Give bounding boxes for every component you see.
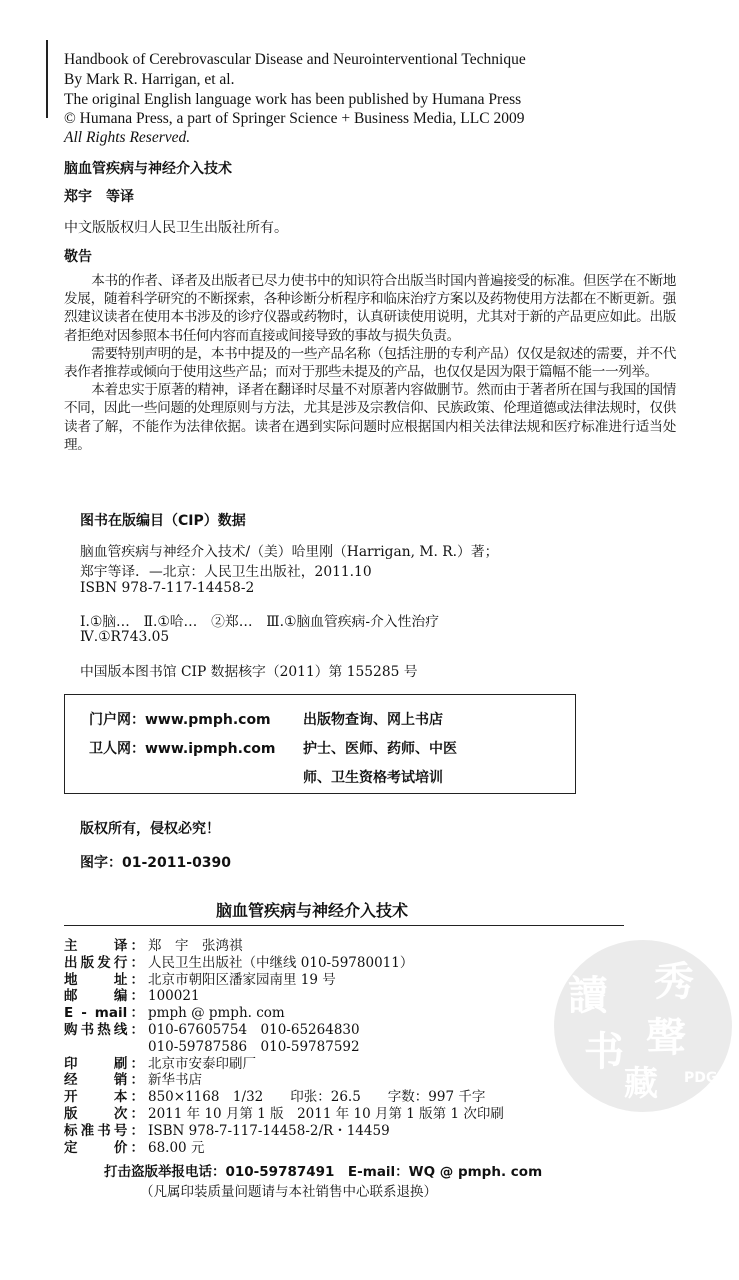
colophon-value: 850×1168 1/32 印张：26.5 字数：997 千字 — [148, 1089, 486, 1106]
seal-glyph-4: 聲 — [646, 1014, 686, 1061]
colophon-value: 2011 年 10 月第 1 版 2011 年 10 月第 1 版第 1 次印刷 — [148, 1105, 504, 1122]
copyright-notice: 版权所有，侵权必究！ — [80, 821, 220, 837]
colophon-value: 人民卫生出版社（中继线 010-59780011） — [148, 954, 414, 971]
warning-paragraph-3: 本着忠实于原著的精神，译者在翻译时尽量不对原著内容做删节。然而由于著者所在国与我国的国情不同，因此一些问题的处理原则与方法，尤其是涉及宗教信仰、民族政策、伦理道德或法律法规时，仅供读者了解，不能作为法律依据。读者在遇到实际问题时应根据国内相关法律法规和医疗标准进行适当处理。 — [64, 382, 676, 453]
colophon-row — [64, 1005, 504, 1022]
rights-reserved: All Rights Reserved. — [64, 129, 191, 146]
colophon-value: 010-59787586 010-59787592 — [148, 1038, 360, 1055]
colophon-row — [64, 988, 504, 1005]
colophon-row — [64, 1039, 504, 1056]
seal-glyph-2: 秀 — [654, 958, 694, 1005]
translators: 郑宇 等译 — [64, 189, 134, 205]
book-title-colophon: 脑血管疾病与神经介入技术 — [216, 901, 409, 920]
colophon-label: 标准书号： — [64, 1122, 144, 1139]
colophon-label: 开 本： — [64, 1089, 144, 1106]
cip-line-2: 郑宇等译．—北京：人民卫生出版社，2011.10 — [80, 564, 372, 580]
library-seal-watermark — [554, 940, 732, 1112]
colophon-value: 68.00 元 — [148, 1139, 205, 1156]
ipmph-site-desc: 护士、医师、药师、中医 — [303, 741, 457, 757]
colophon-label: 邮 编： — [64, 988, 144, 1005]
ipmph-site-label: 卫人网：www.ipmph.com — [89, 741, 276, 757]
colophon-label: 出版发行： — [64, 954, 144, 971]
seal-glyph-5: 藏 — [624, 1064, 658, 1104]
colophon-row — [64, 1022, 504, 1039]
anti-piracy-hotline: 打击盗版举报电话：010-59787491 E-mail：WQ @ pmph. com — [104, 1164, 543, 1180]
colophon-label: 印 刷： — [64, 1055, 144, 1072]
colophon-value: 010-67605754 010-65264830 — [148, 1021, 360, 1038]
colophon-label: 版 次： — [64, 1105, 144, 1122]
seal-glyph-1: 讀 — [568, 972, 608, 1019]
original-copyright: © Humana Press, a part of Springer Science + Business Media, LLC 2009 — [64, 110, 525, 127]
returns-notice: （凡属印装质量问题请与本社销售中心联系退换） — [140, 1184, 437, 1200]
seal-pdg-tag: PDG — [684, 1070, 718, 1086]
colophon-value: 北京市安泰印刷厂 — [148, 1055, 256, 1072]
colophon-value: 新华书店 — [148, 1072, 202, 1089]
chinese-title: 脑血管疾病与神经介入技术 — [64, 161, 232, 177]
colophon-top-rule — [64, 925, 624, 926]
original-title: Handbook of Cerebrovascular Disease and Neurointerventional Technique — [64, 51, 526, 68]
colophon-label: E - mail： — [64, 1005, 144, 1022]
colophon-row — [64, 1056, 504, 1073]
colophon-value: pmph @ pmph. com — [148, 1005, 285, 1022]
colophon-row — [64, 1140, 504, 1157]
colophon-row — [64, 972, 504, 989]
cip-classification-1: Ⅰ.①脑… Ⅱ.①哈… ②郑… Ⅲ.①脑血管疾病-介入性治疗 — [80, 614, 439, 630]
colophon-value: ISBN 978-7-117-14458-2/R・14459 — [148, 1122, 390, 1139]
warning-heading: 敬告 — [64, 249, 92, 265]
colophon-table — [64, 938, 504, 1156]
cip-classification-2: Ⅳ.①R743.05 — [80, 629, 170, 645]
colophon-label — [64, 1039, 148, 1056]
colophon-row — [64, 1089, 504, 1106]
seal-glyph-3: 书 — [584, 1028, 624, 1075]
warning-paragraph-2: 需要特别声明的是，本书中提及的一些产品名称（包括注册的专利产品）仅仅是叙述的需要，并不代表作者推荐或倾向于使用这些产品；而对于那些未提及的产品，也仅仅是因为限于篇幅不能一一列举。 — [64, 345, 676, 381]
colophon-value: 郑 宇 张鸿祺 — [148, 938, 243, 954]
cip-isbn: ISBN 978-7-117-14458-2 — [80, 580, 255, 596]
scan-edge-line — [46, 40, 48, 118]
warning-text — [64, 272, 676, 454]
contract-number: 图字：01-2011-0390 — [80, 855, 232, 871]
original-publisher: The original English language work has been published by Humana Press — [64, 91, 522, 108]
colophon-row — [64, 938, 504, 955]
colophon-label: 经 销： — [64, 1072, 144, 1089]
colophon-label: 地 址： — [64, 971, 144, 988]
colophon-row — [64, 1123, 504, 1140]
cip-heading: 图书在版编目（CIP）数据 — [80, 513, 246, 529]
portal-site-label: 门户网：www.pmph.com — [89, 712, 271, 728]
colophon-label: 定 价： — [64, 1139, 144, 1156]
colophon-row — [64, 955, 504, 972]
portal-site-desc: 出版物查询、网上书店 — [303, 712, 443, 728]
original-author: By Mark R. Harrigan, et al. — [64, 71, 235, 88]
chinese-rights: 中文版版权归人民卫生出版社所有。 — [64, 220, 288, 236]
colophon-label: 购书热线： — [64, 1021, 144, 1038]
colophon-label: 主 译： — [64, 938, 144, 954]
cip-record-number: 中国版本图书馆 CIP 数据核字（2011）第 155285 号 — [80, 664, 418, 680]
colophon-value: 北京市朝阳区潘家园南里 19 号 — [148, 971, 336, 988]
website-info-box — [64, 694, 576, 794]
warning-paragraph-1: 本书的作者、译者及出版者已尽力使书中的知识符合出版当时国内普遍接受的标准。但医学在不断地发展，随着科学研究的不断探索，各种诊断分析程序和临床治疗方案以及药物使用方法都在不断更新。强烈建议读者在使用本书涉及的诊疗仪器或药物时，认真研读使用说明，尤其对于新的产品更应如此。出版者拒绝对因参照本书任何内容而直接或间接导致的事故与损失负责。 — [64, 273, 676, 344]
colophon-row — [64, 1106, 504, 1123]
colophon-value: 100021 — [148, 988, 200, 1005]
colophon-row — [64, 1072, 504, 1089]
cip-line-1: 脑血管疾病与神经介入技术/（美）哈里刚（Harrigan, M. R.）著； — [80, 544, 499, 560]
ipmph-site-desc-cont: 师、卫生资格考试培训 — [303, 770, 443, 786]
